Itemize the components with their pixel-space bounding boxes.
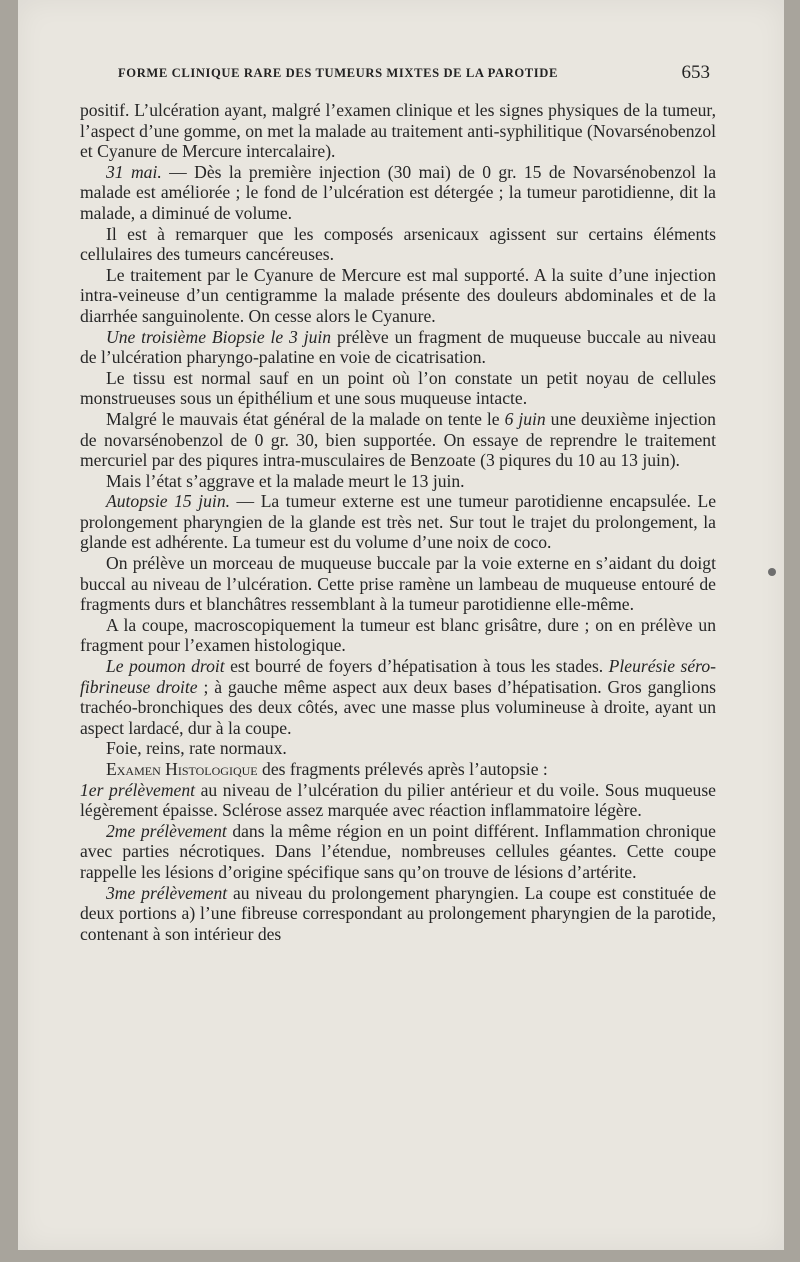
paragraph: Malgré le mauvais état général de la malade on tente le 6 juin une deuxième injection de novarsénobenzol de 0 gr. 30, bien supportée. On essaye de reprendre le traitement mercuriel par des piqures intra-musculaires de Benzoate (3 piqures du 10 au 13 juin). [80, 408, 716, 471]
paragraph: 31 mai. — Dès la première injection (30 mai) de 0 gr. 15 de Novarsénobenzol la malade est améliorée ; le fond de l’ulcération est détergée ; la tumeur parotidienne, dit la malade, a diminué de volume. [80, 161, 716, 223]
running-head: FORME CLINIQUE RARE DES TUMEURS MIXTES DE LA PAROTIDE [118, 66, 558, 80]
paragraph: On prélève un morceau de muqueuse buccale par la voie externe en s’aidant du doigt buccal au niveau de l’ulcération. Cette prise ramène un lambeau de muqueuse entouré de fragments durs et blanchâtres ressemblant à la tumeur parotidienne elle-même. [80, 553, 716, 615]
paragraph: Foie, reins, rate normaux. [106, 738, 287, 759]
paragraph: Mais l’état s’aggrave et la malade meurt le 13 juin. [106, 470, 465, 491]
book-page [18, 0, 784, 1250]
page-number: 653 [681, 62, 710, 83]
ink-dot [768, 568, 776, 576]
paragraph: Le tissu est normal sauf en un point où l’on constate un petit noyau de cellules monstrueuses sous un épithélium et une sous muqueuse intacte. [80, 367, 716, 409]
page-header [118, 62, 710, 86]
body-text [80, 100, 716, 944]
paragraph: Examen Histologique des fragments prélevés après l’autopsie : [106, 759, 548, 779]
paragraph: Une troisième Biopsie le 3 juin prélève un fragment de muqueuse buccale au niveau de l’ulcération pharyngo-palatine en voie de cicatrisation. [80, 326, 717, 368]
paragraph: 2me prélèvement dans la même région en un point différent. Inflammation chronique avec parties nécrotiques. Dans l’étendue, nombreuses cellules géantes. Cette coupe rappelle les lésions d’origine spécifique sans qu’on trouve de lésions d’artérite. [80, 820, 716, 882]
paragraph: A la coupe, macroscopiquement la tumeur est blanc grisâtre, dure ; on en prélève un fragment pour l’examen histologique. [80, 614, 716, 656]
paragraph: 1er prélèvement au niveau de l’ulcération du pilier antérieur et du voile. Sous muqueuse légèrement épaisse. Sclérose assez marquée avec réaction inflammatoire légère. [80, 779, 716, 821]
paragraph: Le poumon droit est bourré de foyers d’hépatisation à tous les stades. Pleurésie séro-fibrineuse droite ; à gauche même aspect aux deux bases d’hépatisation. Gros ganglions trachéo-bronchiques des deux côtés, avec une masse plus volumineuse à droite, ayant un aspect lardacé, dur à la coupe. [80, 656, 716, 738]
paragraph: positif. L’ulcération ayant, malgré l’examen clinique et les signes physiques de la tumeur, l’aspect d’une gomme, on met la malade au traitement anti-syphilitique (Novarsénobenzol et Cyanure de Mercure intercalaire). [80, 100, 716, 162]
paragraph: Il est à remarquer que les composés arsenicaux agissent sur certains éléments cellulaires des tumeurs cancéreuses. [80, 223, 716, 265]
paragraph: Autopsie 15 juin. — La tumeur externe est une tumeur parotidienne encapsulée. Le prolongement pharyngien de la glande est très net. Sur tout le trajet du prolongement, la glande est adhérente. La tumeur est du volume d’une noix de coco. [80, 491, 716, 553]
paragraph: Le traitement par le Cyanure de Mercure est mal supporté. A la suite d’une injection intra-veineuse d’un centigramme la malade présente des douleurs abdominales et de la diarrhée sanguinolente. On cesse alors le Cyanure. [80, 264, 716, 326]
paragraph: 3me prélèvement au niveau du prolongement pharyngien. La coupe est constituée de deux portions a) l’une fibreuse correspondant au prolongement pharyngien de la parotide, contenant à son intérieur des [80, 882, 717, 944]
